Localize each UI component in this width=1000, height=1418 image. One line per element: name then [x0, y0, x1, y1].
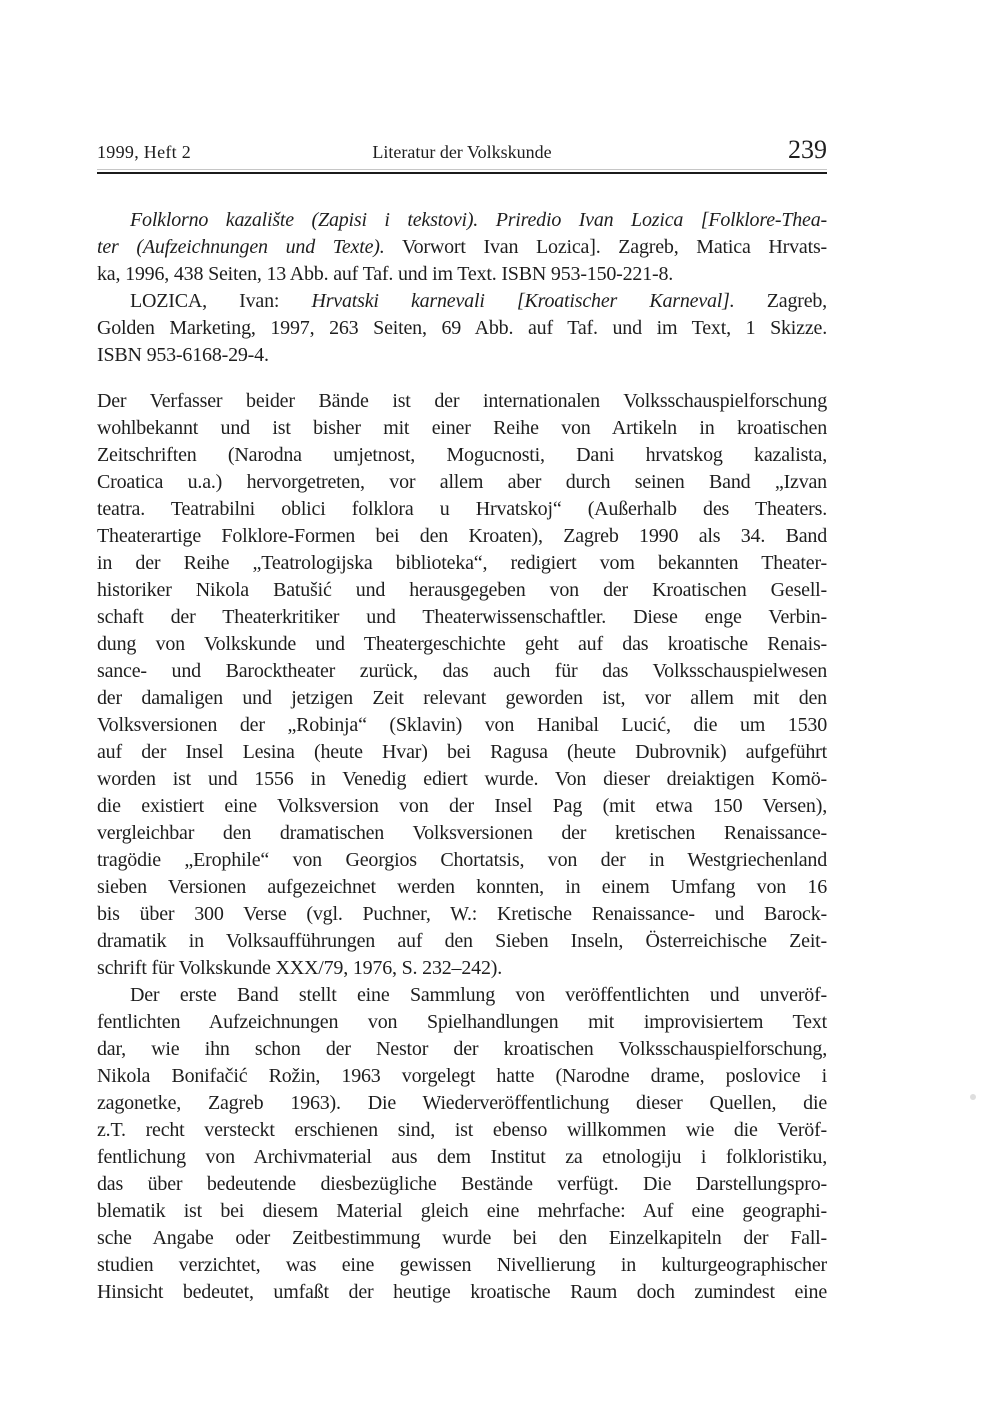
text-line [97, 550, 827, 577]
text-line [97, 261, 827, 288]
text-run: worden ist und 1556 in Venedig ediert wurde. Von dieser dreiaktigen Komö- [97, 768, 827, 790]
text-line [97, 315, 827, 342]
text-line [97, 901, 827, 928]
text-run: LOZICA, Ivan: [130, 290, 312, 312]
text-line [97, 288, 827, 315]
bibliography-entry-1 [97, 207, 827, 288]
text-run: sance- und Barocktheater zurück, das auch für das Volksschauspielwesen [97, 660, 827, 682]
text-run: zagonetke, Zagreb 1963). Die Wiederveröffentlichung dieser Quellen, die [97, 1092, 827, 1114]
text-run: teatra. Teatrabilni oblici folklora u Hrvatskoj“ (Außerhalb des Theaters. [97, 498, 827, 520]
text-line [97, 496, 827, 523]
text-run: Zeitschriften (Narodna umjetnost, Mogucnosti, Dani hrvatskog kazalista, [97, 444, 827, 466]
text-line [97, 1036, 827, 1063]
text-line [97, 712, 827, 739]
text-run: tragödie „Erophile“ von Georgios Chortatsis, von der in Westgriechenland [97, 849, 827, 871]
text-run: Croatica u.a.) hervorgetreten, vor allem aber durch seinen Band „Izvan [97, 471, 827, 493]
running-header [97, 137, 827, 163]
text-line [97, 955, 827, 982]
text-line [97, 1252, 827, 1279]
header-journal-title: Literatur der Volkskunde [372, 142, 552, 162]
text-line [97, 442, 827, 469]
text-run: Golden Marketing, 1997, 263 Seiten, 69 Abb. auf Taf. und im Text, 1 Skizze. [97, 317, 827, 339]
text-line [97, 1279, 827, 1306]
text-line [97, 928, 827, 955]
text-run: Volksversionen der „Robinja“ (Sklavin) von Hanibal Lucić, die um 1530 [97, 714, 827, 736]
text-column [97, 0, 827, 1306]
text-run: der damaligen und jetzigen Zeit relevant geworden ist, vor allem mit den [97, 687, 827, 709]
text-run: sieben Versionen aufgezeichnet werden konnten, in einem Umfang von 16 [97, 876, 827, 898]
page-body-text [97, 207, 827, 1306]
text-line [97, 631, 827, 658]
text-line [97, 739, 827, 766]
text-run: Der Verfasser beider Bände ist der internationalen Volksschauspielforschung [97, 390, 827, 412]
text-run: vergleichbar den dramatischen Volksversionen der kretischen Renaissance- [97, 822, 827, 844]
header-page-number: 239 [788, 135, 827, 164]
text-line [97, 234, 827, 261]
text-line [97, 1009, 827, 1036]
text-run: ISBN 953-6168-29-4. [97, 344, 269, 366]
text-run: sche Angabe oder Zeitbestimmung wurde bei den Einzelkapiteln der Fall- [97, 1227, 827, 1249]
text-line [97, 1090, 827, 1117]
text-line [97, 577, 827, 604]
text-line [97, 685, 827, 712]
text-run: in der Reihe „Teatrologijska biblioteka“, redigiert vom bekannten Theater- [97, 552, 827, 574]
text-line [97, 415, 827, 442]
text-run: Zagreb, [734, 290, 827, 312]
text-run: fentlichung von Archivmaterial aus dem Institut za etnologiju i folkloristiku, [97, 1146, 827, 1168]
text-run: Theaterartige Folklore-Formen bei den Kroaten), Zagreb 1990 als 34. Band [97, 525, 827, 547]
text-run: Hinsicht bedeutet, umfaßt der heutige kroatische Raum doch zumindest eine [97, 1281, 827, 1303]
text-line [97, 604, 827, 631]
text-line [97, 523, 827, 550]
text-line [97, 1117, 827, 1144]
text-run: schrift für Volkskunde XXX/79, 1976, S. 232–242). [97, 957, 503, 979]
text-run: auf der Insel Lesina (heute Hvar) bei Ragusa (heute Dubrovnik) aufgeführt [97, 741, 827, 763]
text-run: fentlichten Aufzeichnungen von Spielhandlungen mit improvisiertem Text [97, 1011, 827, 1033]
text-run: schaft der Theaterkritiker und Theaterwissenschaftler. Diese enge Verbin- [97, 606, 827, 628]
text-run: z.T. recht versteckt erschienen sind, ist ebenso willkommen wie die Veröf- [97, 1119, 827, 1141]
text-run: die existiert eine Volksversion von der Insel Pag (mit etwa 150 Versen), [97, 795, 827, 817]
text-run: Nikola Bonifačić Rožin, 1963 vorgelegt hatte (Narodne drame, poslovice i [97, 1065, 827, 1087]
text-line [97, 388, 827, 415]
text-run: blematik ist bei diesem Material gleich eine mehrfache: Auf eine geographi- [97, 1200, 827, 1222]
text-run: dar, wie ihn schon der Nestor der kroatischen Volksschauspielforschung, [97, 1038, 827, 1060]
review-paragraph-1 [97, 388, 827, 982]
italic-text-run: Hrvatski karnevali [Kroatischer Karneval]. [311, 290, 735, 312]
text-run: dung von Volkskunde und Theatergeschichte geht auf das kroatische Renais- [97, 633, 827, 655]
text-line [97, 1063, 827, 1090]
review-paragraph-2 [97, 982, 827, 1306]
text-run: dramatik in Volksaufführungen auf den Sieben Inseln, Österreichische Zeit- [97, 930, 827, 952]
text-line [97, 1171, 827, 1198]
text-line [97, 793, 827, 820]
text-run: wohlbekannt und ist bisher mit einer Reihe von Artikeln in kroatischen [97, 417, 827, 439]
text-line [97, 1225, 827, 1252]
italic-text-run: Folklorno kazalište (Zapisi i tekstovi). Priredio Ivan Lozica [Folklore-Thea- [130, 209, 827, 231]
text-run: studien verzichtet, was eine gewissen Nivellierung in kulturgeographischer [97, 1254, 827, 1276]
text-line [97, 342, 827, 369]
text-run: historiker Nikola Batušić und herausgegeben von der Kroatischen Gesell- [97, 579, 827, 601]
text-line [97, 1198, 827, 1225]
scan-artifact-speck [970, 1094, 976, 1100]
header-rule [97, 169, 827, 174]
text-run: Vorwort Ivan Lozica]. Zagreb, Matica Hrvats- [384, 236, 827, 258]
italic-text-run: ter (Aufzeichnungen und Texte). [97, 236, 385, 258]
text-line [97, 207, 827, 234]
header-issue-label: 1999, Heft 2 [97, 142, 192, 162]
text-line [97, 1144, 827, 1171]
text-run: bis über 300 Verse (vgl. Puchner, W.: Kretische Renaissance- und Barock- [97, 903, 827, 925]
text-line [97, 820, 827, 847]
text-run: das über bedeutende diesbezügliche Bestände verfügt. Die Darstellungspro- [97, 1173, 827, 1195]
text-run: Der erste Band stellt eine Sammlung von veröffentlichten und unveröf- [130, 984, 827, 1006]
bibliography-entry-2 [97, 288, 827, 369]
text-line [97, 982, 827, 1009]
text-line [97, 847, 827, 874]
text-line [97, 766, 827, 793]
text-line [97, 469, 827, 496]
text-line [97, 874, 827, 901]
text-line [97, 658, 827, 685]
text-run: ka, 1996, 438 Seiten, 13 Abb. auf Taf. und im Text. ISBN 953-150-221-8. [97, 263, 674, 285]
